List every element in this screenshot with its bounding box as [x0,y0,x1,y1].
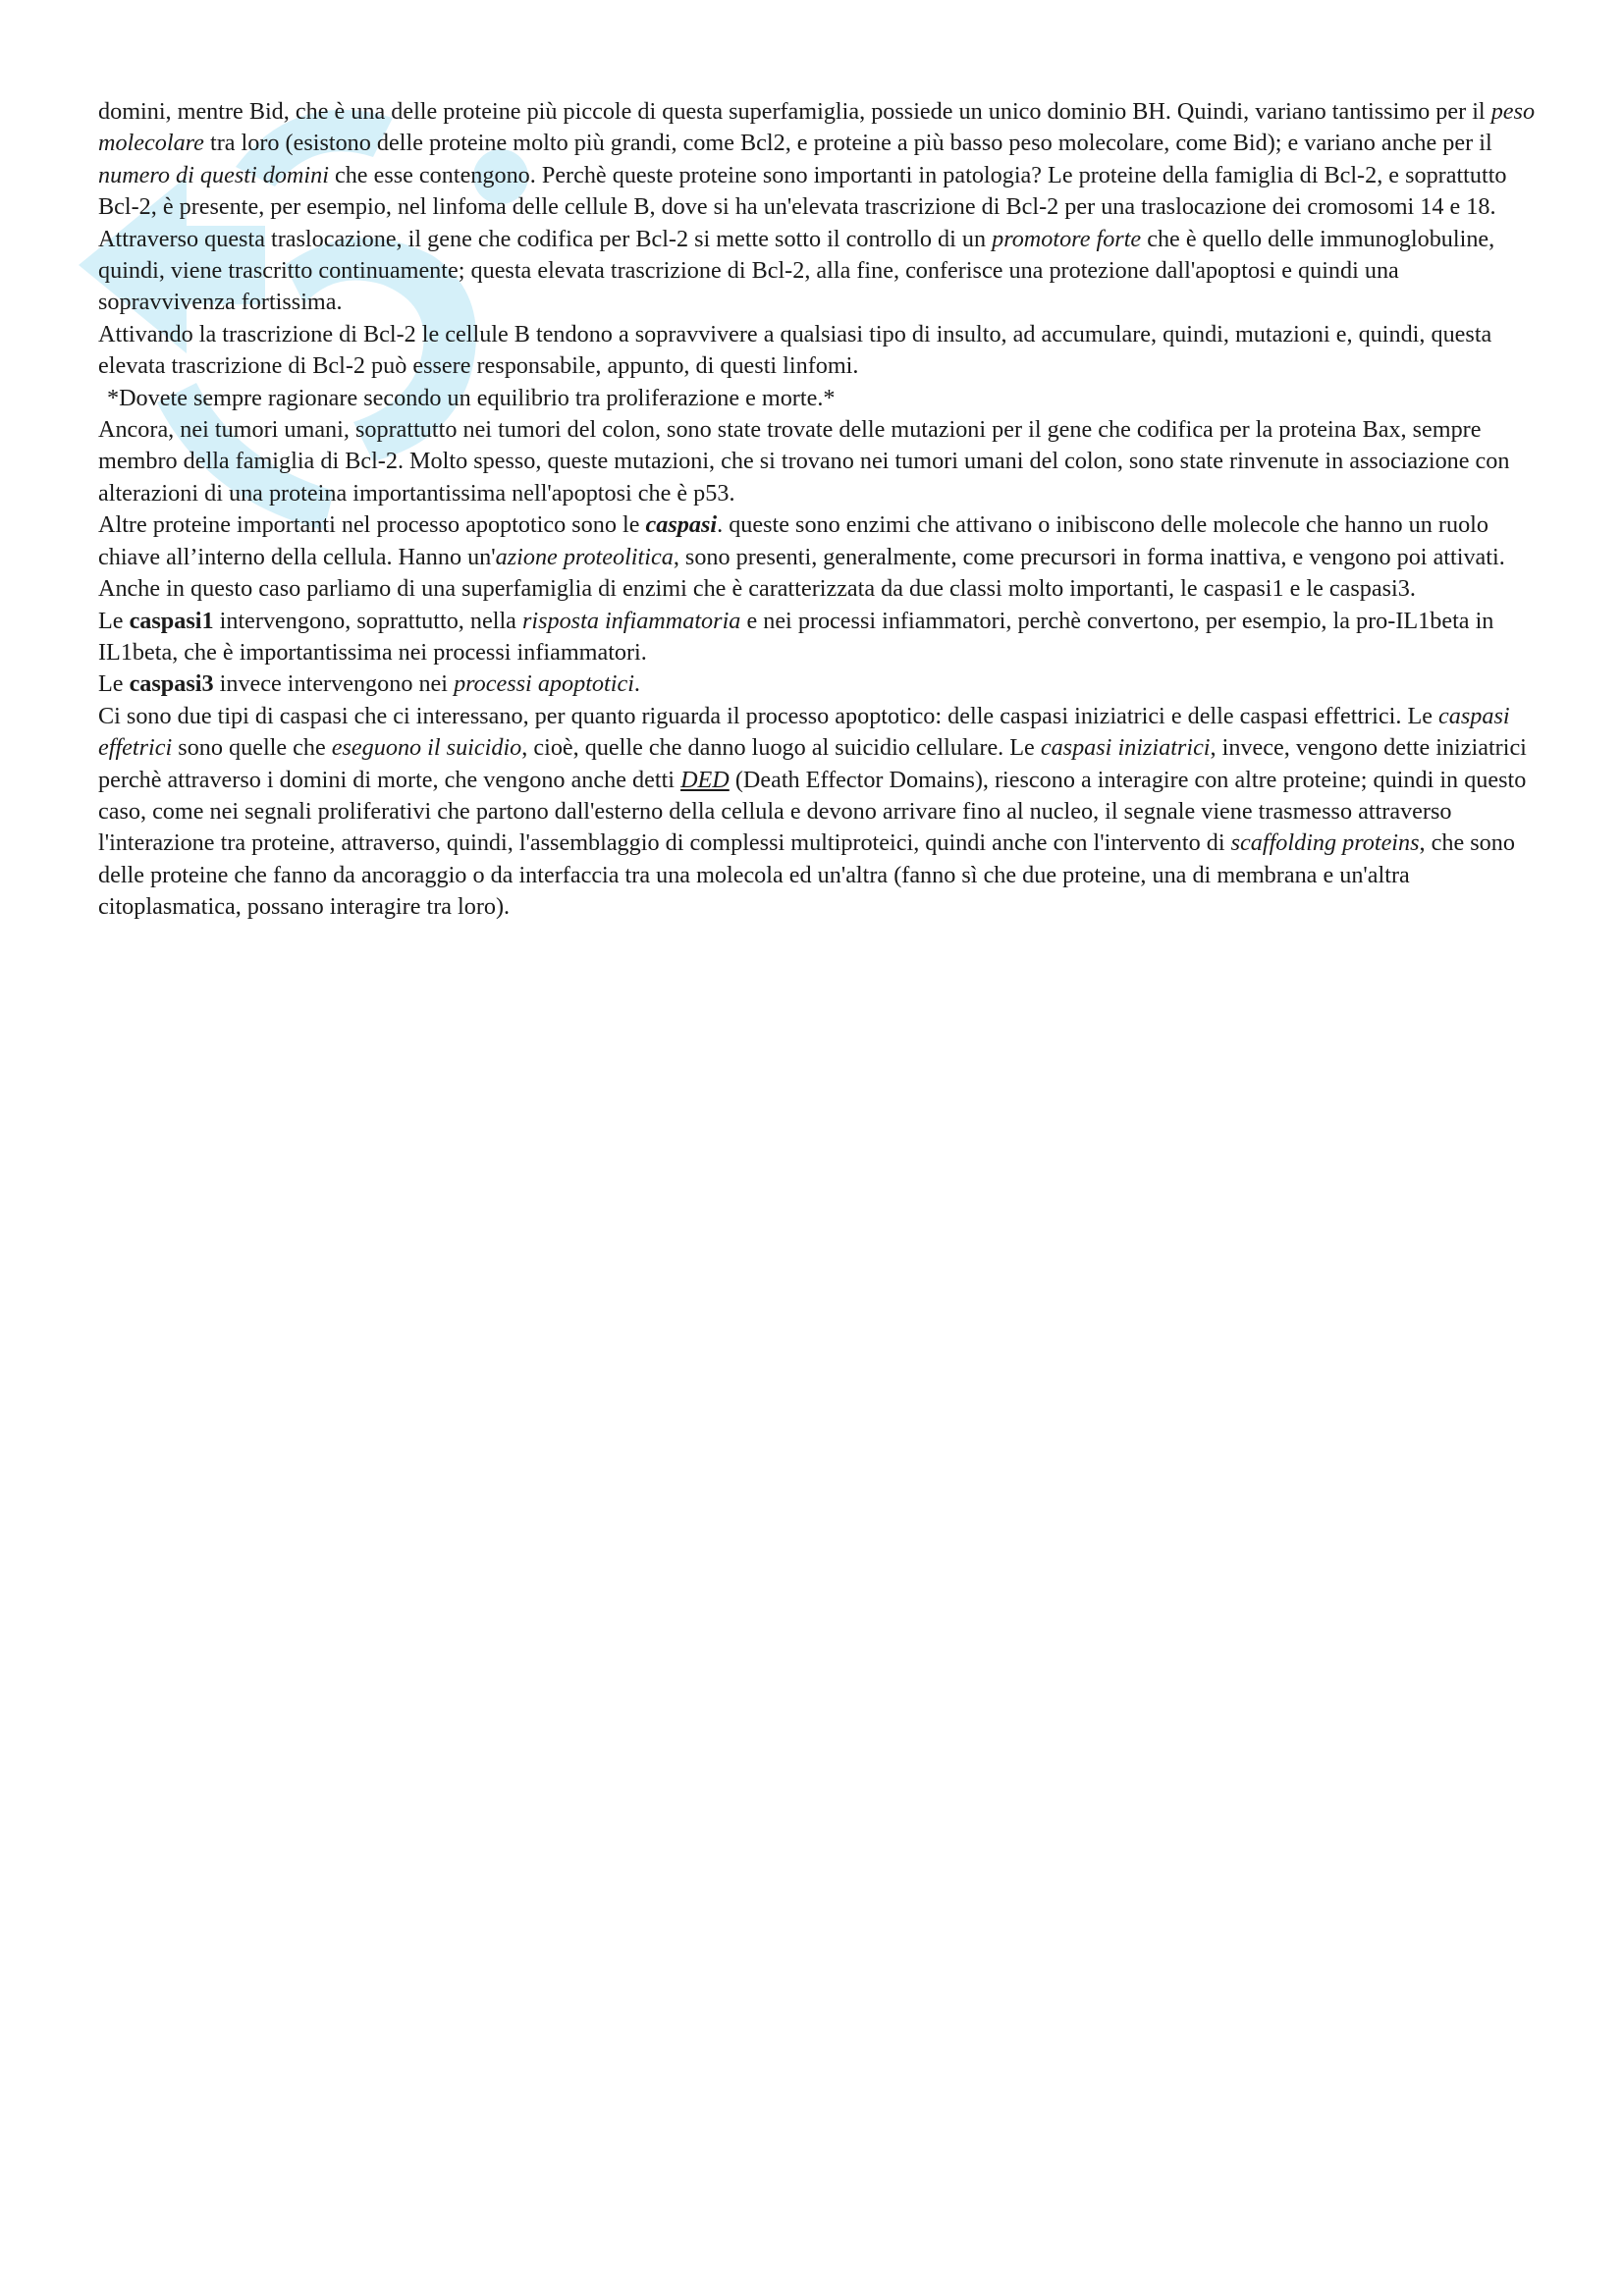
paragraph-note [98,383,1542,414]
emphasis-text: numero di questi domini [98,161,329,188]
emphasis-text: processi apoptotici [454,670,634,698]
body-text: sono quelle che [172,734,332,762]
body-text: tra loro (esistono delle proteine molto più grandi, come Bcl2, e proteine a più basso peso molecolare, come Bid); e variano anche per il [203,130,1492,157]
body-text: , cioè, quelle che danno luogo al suicidio cellulare. Le [521,734,1041,762]
emphasis-text: caspasi [645,511,718,539]
body-text: , sono presenti, generalmente, come precursori in forma inattiva, e vengono poi attivati. Anche in questo caso parliamo di una superfamiglia di enzimi che è caratterizzata da due classi molto importanti, le caspasi1 e le caspasi3. [98,543,1505,603]
paragraph-caspasi [98,509,1542,605]
emphasis-text: DED [680,766,730,793]
paragraph-bcl2-family [98,96,1542,319]
body-text: *Dovete sempre ragionare secondo un equilibrio tra proliferazione e morte.* [107,384,836,411]
document-body [98,96,1542,924]
body-text: intervengono, soprattutto, nella [213,607,522,634]
body-text: che esse contengono. Perchè queste proteine sono importanti in patologia? Le proteine della famiglia di Bcl-2, e soprattutto Bcl-2, è presente, per esempio, nel linfoma delle cellule B, dove si ha un'elevata trascrizione di Bcl-2 per una traslocazione dei cromosomi 14 e 18. Attraverso questa traslocazione, il gene che codifica per Bcl-2 si mette sotto il controllo di un [98,161,1507,252]
body-text: Le [98,670,130,698]
paragraph-caspasi-types [98,701,1542,924]
body-text: . queste sono enzimi che attivano o inibiscono delle molecole che hanno un ruolo chiave all’interno della cellula. Hanno un' [98,511,1488,570]
emphasis-text: caspasi3 [129,670,214,698]
body-text: Le [98,607,130,634]
body-text: e nei processi infiammatori, perchè convertono, per esempio, la pro-IL1beta in IL1beta, che è importantissima nei processi infiammatori. [98,607,1494,666]
body-text: Ci sono due tipi di caspasi che ci interessano, per quanto riguarda il processo apoptotico: delle caspasi iniziatrici e delle caspasi effettrici. Le [98,702,1439,729]
body-text: , invece, vengono dette iniziatrici perchè attraverso i domini di morte, che vengono anche detti [98,734,1527,793]
emphasis-text: scaffolding proteins [1230,829,1420,857]
body-text: Altre proteine importanti nel processo apoptotico sono le [98,511,646,539]
body-text: domini, mentre Bid, che è una delle proteine più piccole di questa superfamiglia, possiede un unico dominio BH. Quindi, variano tantissimo per il [98,98,1491,125]
body-text: (Death Effector Domains), riescono a interagire con altre proteine; quindi in questo caso, come nei segnali proliferativi che partono dall'esterno della cellula e devono arrivare fino al nucleo, il segnale viene trasmesso attraverso l'interazione tra proteine, attraverso, quindi, l'assemblaggio di complessi multiproteici, quindi anche con l'intervento di [98,766,1527,857]
body-text: . [633,670,640,698]
emphasis-text: promotore forte [992,225,1142,252]
emphasis-text: peso molecolare [98,98,1536,157]
emphasis-text: risposta infiammatoria [521,607,741,634]
paragraph-caspasi1 [98,606,1542,669]
emphasis-text: eseguono il suicidio [331,734,522,762]
body-text: , che sono delle proteine che fanno da ancoraggio o da interfaccia tra una molecola ed un'altra (fanno sì che due proteine, una di membrana e un'altra citoplasmatica, possano interagire tra loro). [98,829,1515,921]
body-text: Attivando la trascrizione di Bcl-2 le cellule B tendono a sopravvivere a qualsiasi tipo di insulto, ad accumulare, quindi, mutazioni e, quindi, questa elevata trascrizione di Bcl-2 può essere responsabile, appunto, di questi linfomi. [98,320,1492,380]
emphasis-text: caspasi iniziatrici [1040,734,1211,762]
paragraph-bax [98,414,1542,509]
body-text: Ancora, nei tumori umani, soprattutto nei tumori del colon, sono state trovate delle mutazioni per il gene che codifica per la proteina Bax, sempre membro della famiglia di Bcl-2. Molto spesso, queste mutazioni, che si trovano nei tumori umani del colon, sono state rinvenute in associazione con alterazioni di una proteina importantissima nell'apoptosi che è p53. [98,416,1510,507]
paragraph-caspasi3 [98,668,1542,700]
paragraph-b-cells [98,319,1542,383]
body-text: invece intervengono nei [213,670,455,698]
body-text: che è quello delle immunoglobuline, quindi, viene trascritto continuamente; questa elevata trascrizione di Bcl-2, alla fine, conferisce una protezione dall'apoptosi e quindi una sopravvivenza fortissima. [98,225,1495,316]
emphasis-text: caspasi effetrici [98,702,1510,762]
emphasis-text: azione proteolitica [495,543,674,570]
emphasis-text: caspasi1 [129,607,214,634]
